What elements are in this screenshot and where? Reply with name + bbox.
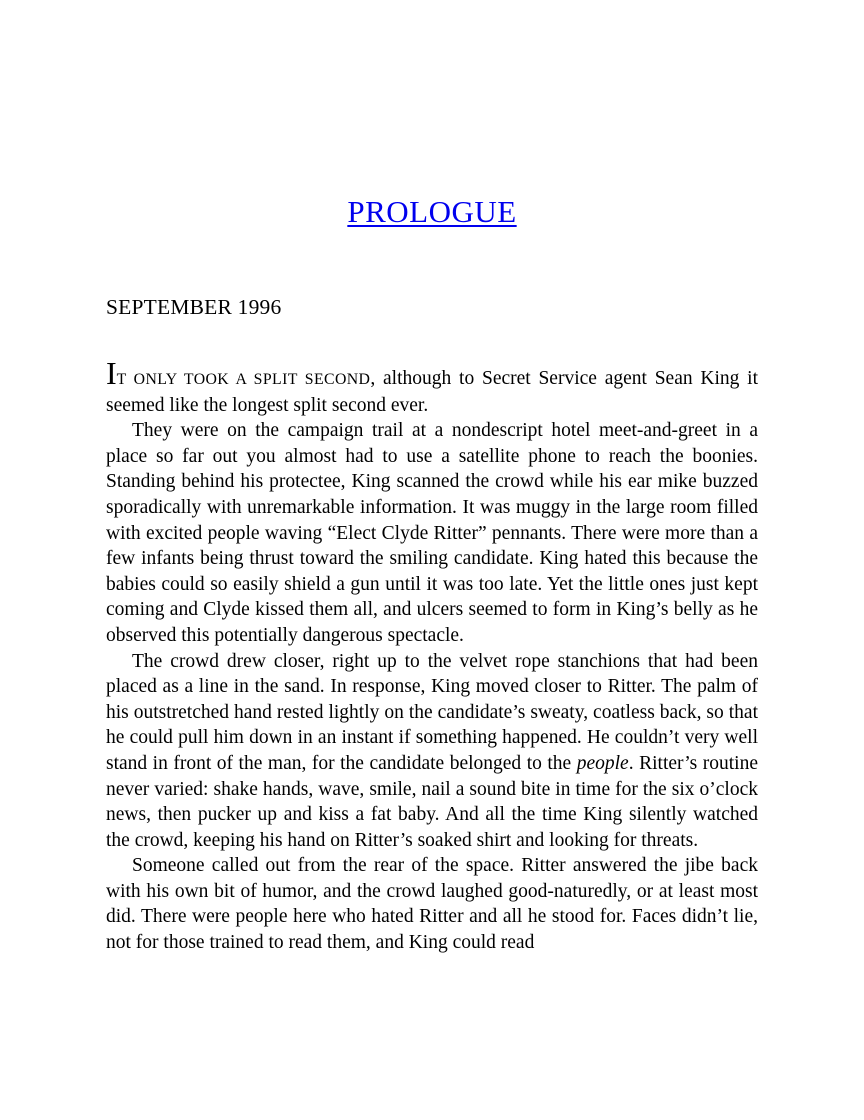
date-heading: SEPTEMBER 1996 <box>106 295 282 319</box>
paragraph-2: They were on the campaign trail at a nondescript hotel meet-and-greet in a place so far out you almost had to use a satellite phone to reach the boonies. Standing behind his protectee, King scanned the crowd while his ear mike buzzed sporadically with unremarkable information. It was muggy in the large room filled with excited people waving “Elect Clyde Ritter” pennants. There were more than a few infants being thrust toward the smiling candidate. King hated this because the babies could so easily shield a gun until it was too late. Yet the little ones just kept coming and Clyde kissed them all, and ulcers seemed to form in King’s belly as he observed this potentially dangerous spectacle. <box>106 420 758 646</box>
paragraph-1 <box>106 357 758 418</box>
italic-word: people <box>576 752 629 774</box>
drop-cap: I <box>106 355 117 391</box>
body-text <box>106 357 758 956</box>
paragraph-4: Someone called out from the rear of the space. Ritter answered the jibe back with his own bit of humor, and the crowd laughed good-naturedly, or at least most did. There were people here who hated Ritter and all he stood for. Faces didn’t lie, not for those trained to read them, and King could read <box>106 855 758 954</box>
paragraph-3-text-before: The crowd drew closer, right up to the velvet rope stanchions that had been placed as a line in the sand. In response, King moved closer to Ritter. The palm of his outstretched hand rested lightly on the candidate’s sweaty, coatless back, so that he could pull him down in an instant if something happened. He couldn’t very well stand in front of the man, for the candidate belonged to the <box>106 650 758 774</box>
prologue-link[interactable]: PROLOGUE <box>347 194 517 229</box>
paragraph-3 <box>106 649 758 854</box>
chapter-title <box>0 0 864 231</box>
small-caps-lead-in: T ONLY TOOK A SPLIT SECOND <box>116 371 371 388</box>
paragraph-3-text-after: . Ritter’s routine never varied: shake hands, wave, smile, nail a sound bite in time for the six o’clock news, then pucker up and kiss a fat baby. And all the time King silently watched the crowd, keeping his hand on Ritter’s soaked shirt and looking for threats. <box>106 752 759 851</box>
paragraph-1-text: , although to Secret Service agent Sean King it seemed like the longest split second ever. <box>106 368 758 416</box>
